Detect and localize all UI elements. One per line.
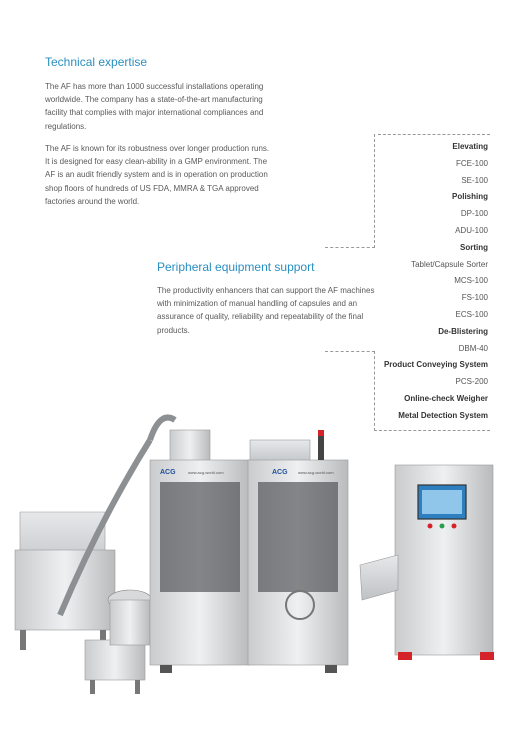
machinery-illustration [0,400,530,710]
equipment-category: De-Blistering [438,326,488,336]
equipment-model: ECS-100 [455,309,488,319]
brand-label-left: ACG [160,469,176,476]
technical-expertise-title: Technical expertise [45,55,148,69]
site-label-right: www.acg-world.com [298,470,334,475]
equipment-category: Online-check Weigher [404,393,488,403]
equipment-category: Elevating [452,142,488,151]
equipment-model: MCS-100 [454,276,488,286]
brand-label-right: ACG [272,469,288,476]
peripheral-paragraph: The productivity enhancers that can support the AF machines with minimization of manual handling of capsules and an assurance of quality, reliability and repeatability of the final products. [157,286,375,335]
equipment-model: DP-100 [460,209,488,219]
equipment-category: Sorting [460,242,488,252]
equipment-category: Product Conveying System [383,360,488,370]
technical-paragraph-1: The AF has more than 1000 successful installations operating worldwide. The company has a state-of-the-art manufacturing facility that complies with major international compliances and regulations. [45,82,264,131]
equipment-model: FCE-100 [455,158,488,168]
capsule-filling-machine [150,430,348,673]
technical-paragraph-2: The AF is known for its robustness over longer production runs. It is designed for easy clean-ability in a GMP environment. The AF is an audit friendly system and is in operation on production shop floors of hundreds of US FDA, MMRA & TGA approved factories around the world. [45,144,270,206]
checkweigher-machine [360,465,494,660]
equipment-list [328,139,488,425]
peripheral-support-title: Peripheral equipment support [157,260,315,274]
equipment-model: PCS-200 [455,377,488,387]
connector-top-horizontal [378,134,490,135]
equipment-model: SE-100 [461,175,488,185]
equipment-model: DBM-40 [458,343,488,353]
equipment-model: FS-100 [461,293,488,303]
equipment-model: Tablet/Capsule Sorter [411,259,488,269]
equipment-category: Metal Detection System [398,410,488,420]
site-label-left: www.acg-world.com [188,470,224,475]
equipment-category: Polishing [452,192,488,202]
equipment-model: ADU-100 [455,225,488,235]
